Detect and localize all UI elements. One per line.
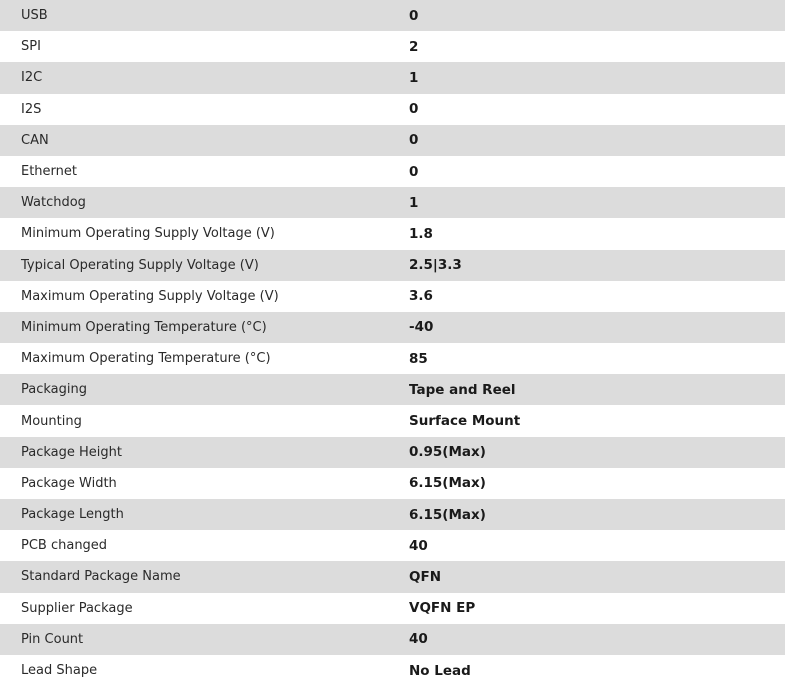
spec-value: 2.5|3.3 xyxy=(409,257,462,274)
spec-value: 6.15(Max) xyxy=(409,475,486,492)
spec-value: No Lead xyxy=(409,662,471,679)
spec-row xyxy=(0,281,785,312)
spec-row xyxy=(0,405,785,436)
spec-name: PCB changed xyxy=(21,538,108,554)
spec-value: 0 xyxy=(409,7,419,24)
spec-row xyxy=(0,530,785,561)
spec-row xyxy=(0,499,785,530)
spec-name: CAN xyxy=(21,132,49,148)
spec-value: Surface Mount xyxy=(409,413,521,430)
spec-name: Package Width xyxy=(21,475,117,491)
spec-row xyxy=(0,250,785,281)
spec-row xyxy=(0,468,785,499)
spec-value: 40 xyxy=(409,537,428,554)
spec-name: SPI xyxy=(21,39,41,55)
spec-name: Lead Shape xyxy=(21,663,98,679)
spec-name: Mounting xyxy=(21,413,82,429)
spec-value: 2 xyxy=(409,38,419,55)
spec-value: 0.95(Max) xyxy=(409,444,486,461)
spec-row xyxy=(0,343,785,374)
spec-value: Tape and Reel xyxy=(409,381,516,398)
spec-name: Minimum Operating Temperature (°C) xyxy=(21,319,267,335)
spec-name: Typical Operating Supply Voltage (V) xyxy=(21,257,259,273)
spec-value: 6.15(Max) xyxy=(409,506,486,523)
spec-name: I2S xyxy=(21,101,42,117)
spec-row xyxy=(0,624,785,655)
spec-row xyxy=(0,187,785,218)
spec-value: 40 xyxy=(409,631,428,648)
spec-row xyxy=(0,655,785,686)
spec-value: QFN xyxy=(409,568,441,585)
spec-row xyxy=(0,0,785,31)
spec-name: Maximum Operating Supply Voltage (V) xyxy=(21,288,279,304)
spec-value: -40 xyxy=(409,319,434,336)
spec-row xyxy=(0,94,785,125)
spec-row xyxy=(0,561,785,592)
spec-name: Pin Count xyxy=(21,631,84,647)
spec-name: Package Length xyxy=(21,507,124,523)
spec-value: 3.6 xyxy=(409,288,433,305)
spec-name: I2C xyxy=(21,70,43,86)
spec-value: VQFN EP xyxy=(409,600,476,617)
spec-row xyxy=(0,62,785,93)
spec-name: Supplier Package xyxy=(21,600,133,616)
spec-name: Watchdog xyxy=(21,195,86,211)
spec-row xyxy=(0,156,785,187)
spec-value: 0 xyxy=(409,101,419,118)
spec-name: Minimum Operating Supply Voltage (V) xyxy=(21,226,275,242)
spec-row xyxy=(0,374,785,405)
spec-value: 1 xyxy=(409,194,419,211)
spec-value: 85 xyxy=(409,350,428,367)
spec-row xyxy=(0,218,785,249)
spec-name: Package Height xyxy=(21,444,122,460)
spec-row xyxy=(0,31,785,62)
spec-name: Packaging xyxy=(21,382,87,398)
spec-name: Ethernet xyxy=(21,164,77,180)
spec-value: 1.8 xyxy=(409,225,433,242)
spec-row xyxy=(0,312,785,343)
spec-name: Standard Package Name xyxy=(21,569,181,585)
spec-row xyxy=(0,593,785,624)
spec-name: USB xyxy=(21,8,48,24)
spec-row xyxy=(0,125,785,156)
spec-row xyxy=(0,437,785,468)
spec-value: 0 xyxy=(409,132,419,149)
spec-value: 1 xyxy=(409,69,419,86)
spec-name: Maximum Operating Temperature (°C) xyxy=(21,351,271,367)
spec-value: 0 xyxy=(409,163,419,180)
